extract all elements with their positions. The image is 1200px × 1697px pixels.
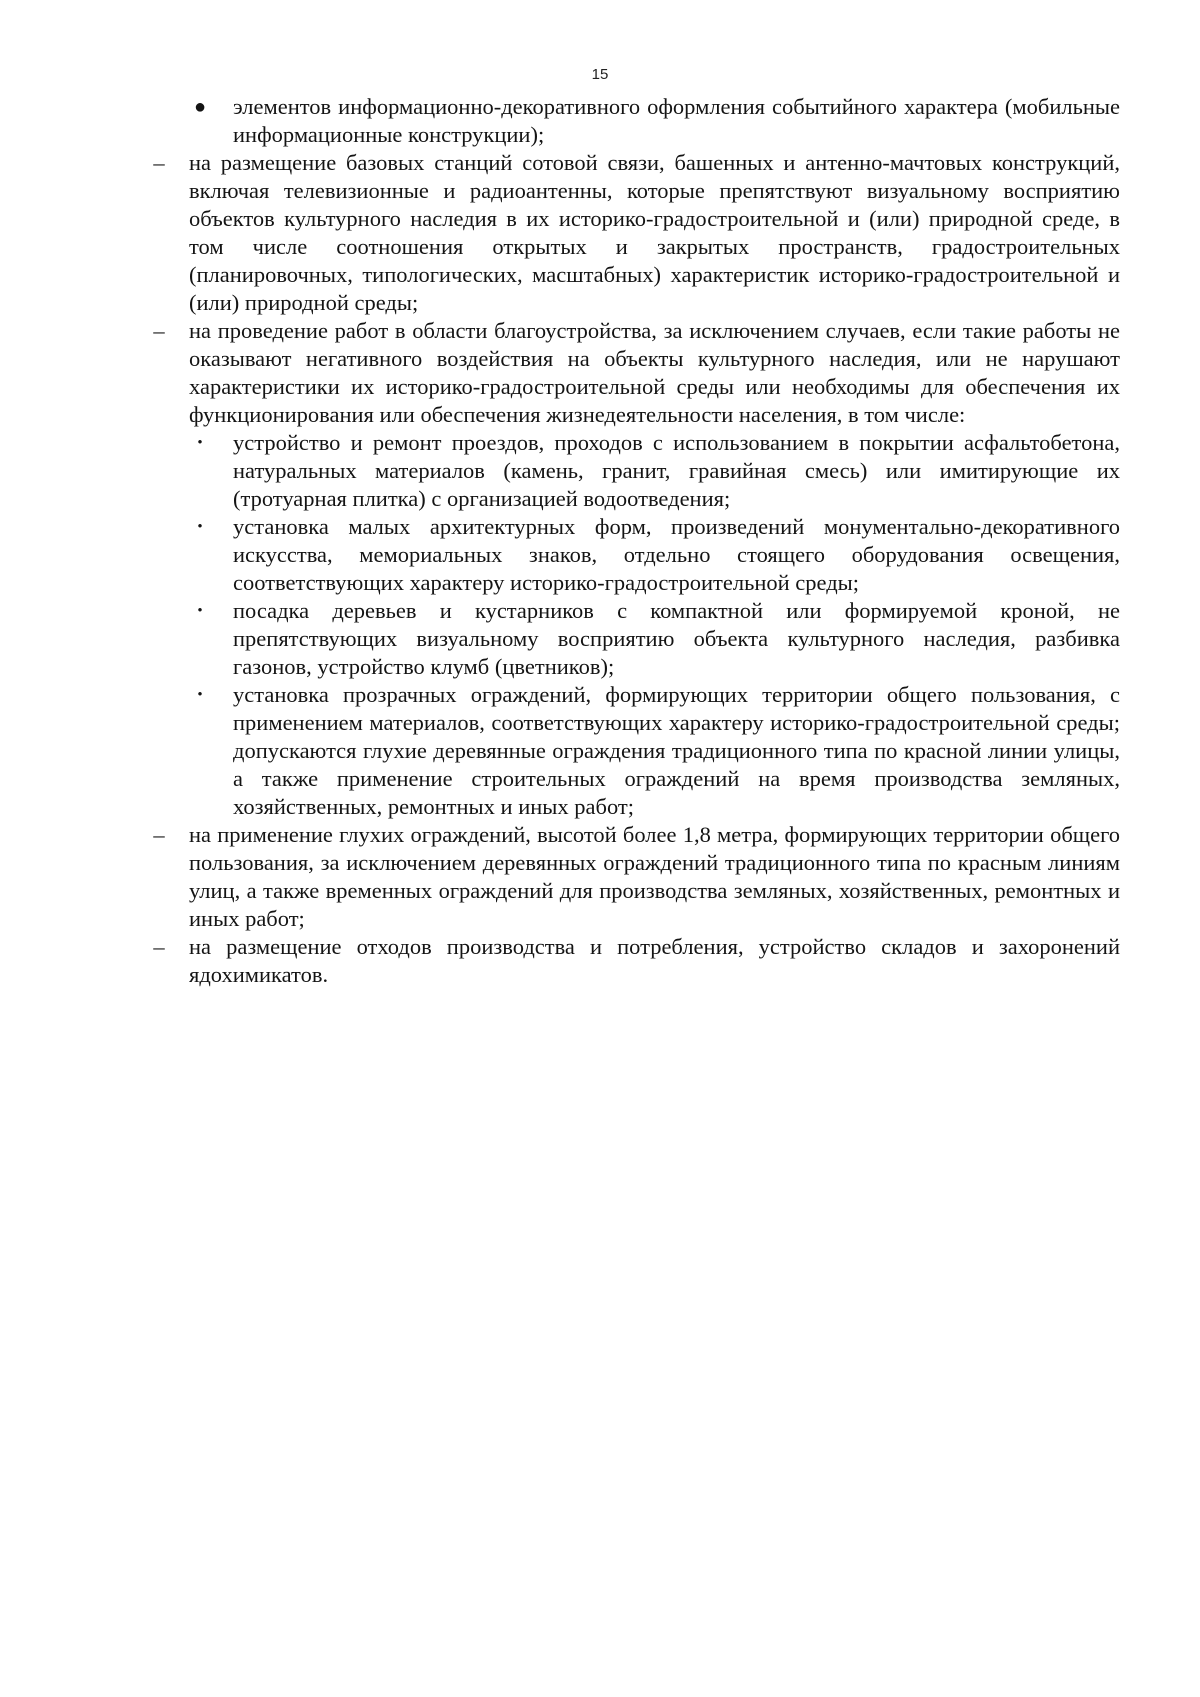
list-item-text: на применение глухих ограждений, высотой более 1,8 метра, формирующих территории общего пользования, за исключением деревянных ограждений традиционного типа по красным линиям улиц, а также временных ограждений для производства земляных, хозяйственных, ремонтных и иных работ; xyxy=(189,822,1120,931)
list-item-dash xyxy=(153,317,1120,429)
list-item-text: установка малых архитектурных форм, произведений монументально-декоративного искусства, мемориальных знаков, отдельно стоящего оборудования освещения, соответствующих характеру историко-градостроительной среды; xyxy=(233,514,1120,595)
dash-icon: – xyxy=(153,318,165,343)
bullet-icon: • xyxy=(197,435,203,451)
list-item-text: установка прозрачных ограждений, формирующих территории общего пользования, с применением материалов, соответствующих характеру историко-градостроительной среды; допускаются глухие деревянные ограждения традиционного типа по красной линии улицы, а также применение строительных ограждений на время производства земляных, хозяйственных, ремонтных и иных работ; xyxy=(233,682,1120,819)
list-item-bullet xyxy=(193,93,1120,149)
dash-icon: – xyxy=(153,934,165,959)
list-item-bullet xyxy=(197,597,1120,681)
list-item-dash xyxy=(153,149,1120,317)
list-item-text: элементов информационно-декоративного оформления событийного характера (мобильные информационные конструкции); xyxy=(233,94,1120,147)
list-item-dash xyxy=(153,933,1120,989)
list-item-bullet xyxy=(197,681,1120,821)
list-item-text: на проведение работ в области благоустройства, за исключением случаев, если такие работы не оказывают негативного воздействия на объекты культурного наследия, или не нарушают характеристики их историко-градостроительной среды или необходимы для обеспечения их функционирования или обеспечения жизнедеятельности населения, в том числе: xyxy=(189,318,1120,427)
bullet-icon: • xyxy=(197,603,203,619)
list-item-bullet xyxy=(197,513,1120,597)
dash-icon: – xyxy=(153,822,165,847)
list-item-bullet xyxy=(197,429,1120,513)
bullet-icon: • xyxy=(197,687,203,703)
list-item-text: на размещение отходов производства и потребления, устройство складов и захоронений ядохимикатов. xyxy=(189,934,1120,987)
page-number: 15 xyxy=(591,66,609,83)
list-item-text: посадка деревьев и кустарников с компактной или формируемой кроной, не препятствующих визуальному восприятию объекта культурного наследия, разбивка газонов, устройство клумб (цветников); xyxy=(233,598,1120,679)
bullet-icon: • xyxy=(197,519,203,535)
list-item-text: на размещение базовых станций сотовой связи, башенных и антенно-мачтовых конструкций, включая телевизионные и радиоантенны, которые препятствуют визуальному восприятию объектов культурного наследия в их историко-градостроительной и (или) природной среде, в том числе соотношения открытых и закрытых пространств, градостроительных (планировочных, типологических, масштабных) характеристик историко-градостроительной и (или) природной среды; xyxy=(189,150,1120,315)
list-item-dash xyxy=(153,821,1120,933)
list-item-text: устройство и ремонт проездов, проходов с использованием в покрытии асфальтобетона, натуральных материалов (камень, гранит, гравийная смесь) или имитирующие их (тротуарная плитка) с организацией водоотведения; xyxy=(233,430,1120,511)
dash-icon: – xyxy=(153,150,165,175)
bullet-icon: ● xyxy=(193,96,207,118)
document-body xyxy=(0,93,1200,989)
